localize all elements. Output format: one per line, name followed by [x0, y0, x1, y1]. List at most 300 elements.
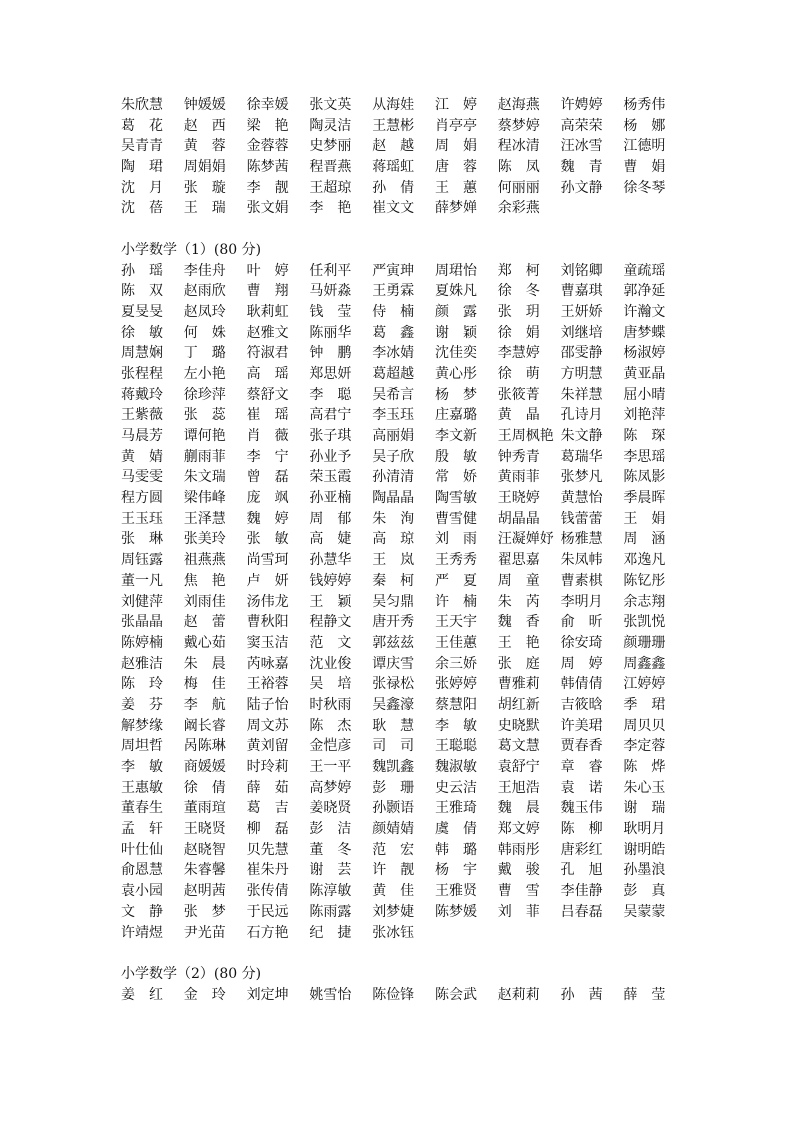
name-entry: 时秋雨: [309, 696, 352, 713]
name-entry: 王 瑞: [183, 200, 226, 217]
name-entry: 方明慧: [560, 365, 603, 382]
name-entry: 程晋燕: [309, 159, 352, 176]
name-entry: 张程程: [121, 365, 163, 382]
name-entry: 石方艳: [246, 924, 289, 941]
name-entry: 姜 芬: [121, 696, 163, 713]
name-entry: 朱 晨: [183, 655, 226, 672]
name-entry: 吴鑫濠: [372, 696, 415, 713]
name-entry: 孙 倩: [372, 179, 415, 196]
name-entry: 葛文慧: [497, 738, 540, 755]
name-entry: 范 文: [309, 634, 352, 651]
name-entry: 彭 珊: [372, 779, 415, 796]
name-entry: 葛超越: [372, 365, 415, 382]
name-entry: 高 瑶: [246, 365, 289, 382]
name-entry: 赵 蕾: [183, 614, 226, 631]
name-entry: 王旭浩: [497, 779, 540, 796]
name-entry: 张文英: [309, 97, 352, 113]
name-entry: 庞 飒: [246, 490, 289, 507]
name-entry: 尹光苗: [183, 924, 226, 941]
name-entry: 叶仕仙: [121, 841, 163, 858]
name-entry: 江婷婷: [623, 676, 666, 693]
name-entry: 张 琳: [121, 531, 163, 548]
name-entry: 曹秋阳: [246, 614, 289, 631]
name-entry: 徐 敏: [121, 324, 163, 341]
name-entry: 王惠敏: [121, 779, 163, 796]
name-entry: 李佳静: [560, 883, 603, 900]
name-entry: 马妍淼: [309, 283, 352, 300]
name-entry: 孟 轩: [121, 821, 163, 838]
name-entry: 孙文静: [560, 179, 603, 196]
name-entry: 金蓉蓉: [246, 138, 289, 155]
name-entry: 陈俭锋: [372, 986, 415, 1003]
name-entry: 何 姝: [183, 324, 226, 341]
name-entry: 周钰露: [121, 552, 163, 569]
name-entry: 郭兹兹: [372, 634, 415, 651]
name-entry: 窦玉洁: [246, 634, 289, 651]
name-entry: 陶雪敏: [434, 490, 477, 507]
name-entry: 韩 璐: [434, 841, 477, 858]
name-entry: 焦 艳: [183, 572, 226, 589]
name-entry: 王裕蓉: [246, 676, 289, 693]
name-entry: 王泽慧: [183, 510, 226, 527]
name-entry: 徐冬琴: [623, 179, 666, 196]
name-entry: 耿 慧: [372, 717, 415, 734]
name-entry: 杨 娜: [623, 117, 666, 134]
name-entry: 吴匀鼎: [372, 593, 415, 610]
name-entry: 朱睿馨: [183, 862, 226, 879]
name-entry: 陈 玲: [121, 676, 163, 693]
name-entry: 李 靓: [246, 179, 289, 196]
name-entry: 时玲莉: [246, 759, 289, 775]
name-entry: 吕春磊: [560, 903, 603, 920]
name-entry: 江 婷: [434, 97, 477, 113]
name-entry: 董 冬: [309, 841, 352, 858]
name-entry: 董春生: [121, 800, 163, 817]
name-entry: 夏旻旻: [121, 303, 163, 320]
name-entry: 史云洁: [434, 779, 477, 796]
name-entry: 郭净延: [623, 283, 666, 300]
name-entry: 崔文文: [372, 200, 415, 217]
name-entry: 赵明茜: [183, 883, 226, 900]
name-entry: 许 楠: [434, 593, 477, 610]
name-entry: 王慧彬: [372, 117, 415, 134]
name-entry: 曹雪健: [434, 510, 477, 527]
name-entry: 任利平: [309, 262, 352, 279]
name-entry: 钱蕾蕾: [560, 510, 603, 527]
name-entry: 戴 骏: [497, 862, 540, 879]
name-entry: 王玉珏: [121, 510, 163, 527]
name-entry: 唐彩红: [560, 841, 603, 858]
name-entry: 周鑫鑫: [623, 655, 666, 672]
name-entry: 许靖煜: [121, 924, 163, 941]
name-entry: 肖 薇: [246, 428, 289, 444]
name-entry: 汪凝婵妤: [497, 531, 554, 548]
name-entry: 王周枫艳: [497, 428, 554, 444]
name-entry: 朱 洵: [372, 510, 415, 527]
name-entry: 王妍娇: [560, 303, 603, 320]
name-entry: 周娟娟: [183, 159, 226, 176]
name-entry: 解梦缘: [121, 717, 163, 734]
name-entry: 姜 红: [121, 986, 163, 1003]
name-entry: 朱欣慧: [121, 97, 163, 113]
name-entry: 谭庆雪: [372, 655, 415, 672]
name-entry: 郑文婷: [497, 821, 540, 838]
name-entry: 符淑君: [246, 345, 289, 362]
name-entry: 李慧婷: [497, 345, 540, 362]
name-entry: 高梦婷: [309, 779, 352, 796]
name-entry: 陈雨露: [309, 903, 352, 920]
name-entry: 王雅贤: [434, 883, 477, 900]
name-entry: 韩倩倩: [560, 676, 603, 693]
name-entry: 陈梦茜: [246, 159, 289, 176]
name-entry: 沈业俊: [309, 655, 352, 672]
name-entry: 阚长睿: [183, 717, 226, 734]
name-entry: 周 涵: [623, 531, 666, 548]
name-entry: 黄 晶: [497, 407, 540, 424]
name-entry: 王 颖: [309, 593, 352, 610]
name-entry: 荣玉霞: [309, 469, 352, 486]
name-entry: 杨 宇: [434, 862, 477, 879]
name-entry: 秦 柯: [372, 572, 415, 589]
name-entry: 赵晓智: [183, 841, 226, 858]
name-entry: 钟 鹏: [309, 345, 352, 362]
name-entry: 左小艳: [183, 365, 226, 382]
name-entry: 孙颢语: [372, 800, 415, 817]
name-entry: 卢 妍: [246, 572, 289, 589]
name-entry: 贝先慧: [246, 841, 289, 858]
name-entry: 孙亚楠: [309, 490, 352, 507]
name-entry: 薛 茹: [246, 779, 289, 796]
name-entry: 王天宇: [434, 614, 477, 631]
name-entry: 季 珺: [623, 696, 666, 713]
name-entry: 李 艳: [309, 200, 352, 217]
name-entry: 徐 冬: [497, 283, 540, 300]
name-entry: 黄 蓉: [183, 138, 226, 155]
name-entry: 李佳舟: [183, 262, 226, 279]
name-entry: 蒋戴玲: [121, 386, 163, 403]
name-entry: 魏玉伟: [560, 800, 603, 817]
name-entry: 陈 琛: [623, 428, 666, 444]
name-entry: 钱婷婷: [309, 572, 352, 589]
name-entry: 耿莉虹: [246, 303, 289, 320]
name-entry: 俞恩慧: [121, 862, 163, 879]
name-entry: 张筱菁: [497, 386, 540, 403]
name-entry: 李 敏: [434, 717, 477, 734]
name-entry: 薛梦婵: [434, 200, 477, 217]
name-entry: 周 婷: [560, 655, 603, 672]
name-entry: 颜 露: [434, 303, 477, 320]
name-entry: 朱 芮: [497, 593, 540, 610]
name-entry: 曹素棋: [560, 572, 603, 589]
name-entry: 尚雪珂: [246, 552, 289, 569]
name-entry: 谢 瑞: [623, 800, 666, 817]
name-entry: 杨雅慧: [560, 531, 603, 548]
name-entry: 张婷婷: [434, 676, 477, 693]
name-entry: 高 婕: [309, 531, 352, 548]
name-entry: 黄心彤: [434, 365, 477, 382]
name-entry: 孔 旭: [560, 862, 603, 879]
name-list-section: [121, 240, 681, 943]
name-entry: 李定蓉: [623, 738, 666, 755]
name-entry: 徐 娟: [497, 324, 540, 341]
name-entry: 李冰婧: [372, 345, 415, 362]
name-entry: 吴蒙蒙: [623, 903, 666, 920]
name-entry: 程方圆: [121, 490, 163, 507]
name-entry: 唐开秀: [372, 614, 415, 631]
name-entry: 陈婷楠: [121, 634, 163, 651]
name-entry: 袁舒宁: [497, 759, 540, 775]
name-entry: 陈梦媛: [434, 903, 477, 920]
name-entry: 江德明: [623, 138, 666, 155]
name-entry: 黄刘留: [246, 738, 289, 755]
name-entry: 陈 烨: [623, 759, 666, 775]
name-entry: 姚雪怡: [309, 986, 352, 1003]
name-entry: 许 靓: [372, 862, 415, 879]
name-entry: 李 聪: [309, 386, 352, 403]
name-entry: 徐 倩: [183, 779, 226, 796]
name-entry: 刘铭卿: [560, 262, 603, 279]
name-entry: 叶 婷: [246, 262, 289, 279]
name-entry: 王 蕙: [434, 179, 477, 196]
name-entry: 袁小园: [121, 883, 163, 900]
name-entry: 黄 佳: [372, 883, 415, 900]
name-entry: 王秀秀: [434, 552, 477, 569]
name-entry: 孙 瑶: [121, 262, 163, 279]
name-entry: 蔡梦婷: [497, 117, 540, 134]
name-entry: 刘 雨: [434, 531, 477, 548]
name-entry: 董一凡: [121, 572, 163, 589]
name-entry: 郑思妍: [309, 365, 352, 382]
name-entry: 张晶晶: [121, 614, 163, 631]
name-entry: 赵雅洁: [121, 655, 163, 672]
name-entry: 杨秀伟: [623, 97, 666, 113]
name-entry: 商媛媛: [183, 759, 226, 775]
name-entry: 葛瑞华: [560, 448, 603, 465]
name-entry: 吴青青: [121, 138, 163, 155]
name-entry: 朱心玉: [623, 779, 666, 796]
name-entry: 虞 倩: [434, 821, 477, 838]
section-title: 小学数学（1）(80 分): [121, 241, 262, 258]
name-entry: 沈佳奕: [434, 345, 477, 362]
name-entry: 王晓婷: [497, 490, 540, 507]
name-entry: 翟思嘉: [497, 552, 540, 569]
name-entry: 刘 菲: [497, 903, 540, 920]
name-entry: 陈会武: [434, 986, 477, 1003]
name-entry: 侍 楠: [372, 303, 415, 320]
name-entry: 曹 翔: [246, 283, 289, 300]
name-entry: 马晨芳: [121, 428, 163, 444]
name-entry: 曹 雪: [497, 883, 540, 900]
name-entry: 王聪聪: [434, 738, 477, 755]
name-entry: 陶晶晶: [372, 490, 415, 507]
name-entry: 颜婧婧: [372, 821, 415, 838]
name-entry: 范 宏: [372, 841, 415, 858]
name-entry: 梁伟峰: [183, 490, 226, 507]
name-entry: 钟秀青: [497, 448, 540, 465]
name-entry: 韩雨彤: [497, 841, 540, 858]
name-entry: 孙清清: [372, 469, 415, 486]
name-entry: 赵 西: [183, 117, 226, 134]
name-entry: 谢 颖: [434, 324, 477, 341]
name-entry: 陈 凤: [497, 159, 540, 176]
name-entry: 张 蕊: [183, 407, 226, 424]
name-entry: 张凯悦: [623, 614, 666, 631]
name-entry: 贾春香: [560, 738, 603, 755]
name-entry: 周 郁: [309, 510, 352, 527]
name-entry: 马雯雯: [121, 469, 163, 486]
name-entry: 赵凤玲: [183, 303, 226, 320]
name-entry: 陈丽华: [309, 324, 352, 341]
name-entry: 王一平: [309, 759, 352, 775]
name-entry: 张禄松: [372, 676, 415, 693]
names-grid: [121, 95, 681, 219]
name-entry: 张传倩: [246, 883, 289, 900]
name-entry: 庄嘉璐: [434, 407, 477, 424]
name-entry: 孙墨浪: [623, 862, 666, 879]
name-entry: 张 璇: [183, 179, 226, 196]
name-entry: 司 司: [372, 738, 415, 755]
name-entry: 朱文静: [560, 428, 603, 444]
name-entry: 崔 瑶: [246, 407, 289, 424]
name-entry: 董雨瑄: [183, 800, 226, 817]
name-entry: 朱凤帏: [560, 552, 603, 569]
name-entry: 胡红新: [497, 696, 540, 713]
name-entry: 郑 柯: [497, 262, 540, 279]
name-entry: 徐幸媛: [246, 97, 289, 113]
name-entry: 颜珊珊: [623, 634, 666, 651]
name-entry: 葛 吉: [246, 800, 289, 817]
name-entry: 从海娃: [372, 97, 415, 113]
name-entry: 杨 梦: [434, 386, 477, 403]
name-entry: 沈 月: [121, 179, 163, 196]
name-entry: 史晓默: [497, 717, 540, 734]
name-entry: 于民远: [246, 903, 289, 920]
name-entry: 黄亚晶: [623, 365, 666, 382]
name-entry: 张 梦: [183, 903, 226, 920]
name-entry: 李 敏: [121, 759, 163, 775]
name-entry: 季晨晖: [623, 490, 666, 507]
name-entry: 黄雨菲: [497, 469, 540, 486]
name-entry: 柳 磊: [246, 821, 289, 838]
name-entry: 许美珺: [560, 717, 603, 734]
name-entry: 蔡舒文: [246, 386, 289, 403]
name-entry: 汪冰雪: [560, 138, 603, 155]
name-entry: 梅 佳: [183, 676, 226, 693]
name-entry: 王晓贤: [183, 821, 226, 838]
name-entry: 王佳蕙: [434, 634, 477, 651]
name-entry: 周文苏: [246, 717, 289, 734]
name-entry: 魏 香: [497, 614, 540, 631]
name-entry: 魏 婷: [246, 510, 289, 527]
name-entry: 文 静: [121, 903, 163, 920]
section-title: 小学数学（2）(80 分): [121, 965, 262, 982]
name-entry: 唐梦蝶: [623, 324, 666, 341]
name-list-section: [121, 95, 681, 219]
name-entry: 葛 鑫: [372, 324, 415, 341]
name-entry: 吴 培: [309, 676, 352, 693]
name-entry: 高荣荣: [560, 117, 603, 134]
name-entry: 芮咏嘉: [246, 655, 289, 672]
name-entry: 许娉婷: [560, 97, 603, 113]
name-entry: 李思瑶: [623, 448, 666, 465]
name-entry: 刘健萍: [121, 593, 163, 610]
name-entry: 孙业予: [309, 448, 352, 465]
name-entry: 陶灵洁: [309, 117, 352, 134]
name-entry: 高丽娟: [372, 428, 415, 444]
name-entry: 吴子欣: [372, 448, 415, 465]
name-entry: 崔朱丹: [246, 862, 289, 879]
name-entry: 王 岚: [372, 552, 415, 569]
name-entry: 金 玲: [183, 986, 226, 1003]
name-entry: 魏凯鑫: [372, 759, 415, 775]
name-entry: 徐 萌: [497, 365, 540, 382]
name-entry: 陆子怡: [246, 696, 289, 713]
name-entry: 李明月: [560, 593, 603, 610]
name-entry: 周慧娴: [121, 345, 163, 362]
name-entry: 殷 敏: [434, 448, 477, 465]
name-entry: 王 娟: [623, 510, 666, 527]
name-entry: 余三娇: [434, 655, 477, 672]
name-entry: 曾 磊: [246, 469, 289, 486]
name-entry: 吴希言: [372, 386, 415, 403]
name-entry: 姜晓贤: [309, 800, 352, 817]
name-entry: 黄 婧: [121, 448, 163, 465]
name-entry: 邓逸凡: [623, 552, 666, 569]
name-entry: 张 敏: [246, 531, 289, 548]
name-entry: 张 庭: [497, 655, 540, 672]
name-entry: 徐珍萍: [183, 386, 226, 403]
name-entry: 张子琪: [309, 428, 352, 444]
name-entry: 梁 艳: [246, 117, 289, 134]
name-entry: 胡晶晶: [497, 510, 540, 527]
name-entry: 张 玥: [497, 303, 540, 320]
name-entry: 严寅珅: [372, 262, 415, 279]
name-entry: 许瀚文: [623, 303, 666, 320]
name-entry: 周珺怡: [434, 262, 477, 279]
name-entry: 曹雅莉: [497, 676, 540, 693]
name-entry: 朱祥慧: [560, 386, 603, 403]
name-entry: 彭 真: [623, 883, 666, 900]
name-entry: 王超琼: [309, 179, 352, 196]
name-entry: 金恺彦: [309, 738, 352, 755]
name-entry: 纪 捷: [309, 924, 352, 941]
name-entry: 袁 诺: [560, 779, 603, 796]
name-entry: 魏淑敏: [434, 759, 477, 775]
name-entry: 陈 杰: [309, 717, 352, 734]
name-entry: 童疏瑶: [623, 262, 666, 279]
name-entry: 薛 莹: [623, 986, 666, 1003]
name-entry: 周坦哲: [121, 738, 163, 755]
name-entry: 朱文瑞: [183, 469, 226, 486]
name-entry: 赵 越: [372, 138, 415, 155]
name-entry: 谢 芸: [309, 862, 352, 879]
name-entry: 何丽丽: [497, 179, 540, 196]
name-entry: 王勇霖: [372, 283, 415, 300]
name-entry: 张冰钰: [372, 924, 415, 941]
name-entry: 刘雨佳: [183, 593, 226, 610]
name-entry: 孔诗月: [560, 407, 603, 424]
name-entry: 屈小晴: [623, 386, 666, 403]
name-entry: 黄慧怡: [560, 490, 603, 507]
name-entry: 耿明月: [623, 821, 666, 838]
name-entry: 王 艳: [497, 634, 540, 651]
name-entry: 高 琼: [372, 531, 415, 548]
name-entry: 魏 晨: [497, 800, 540, 817]
name-entry: 李 航: [183, 696, 226, 713]
name-entry: 程冰清: [497, 138, 540, 155]
name-entry: 李 宁: [246, 448, 289, 465]
names-grid: [121, 261, 681, 944]
